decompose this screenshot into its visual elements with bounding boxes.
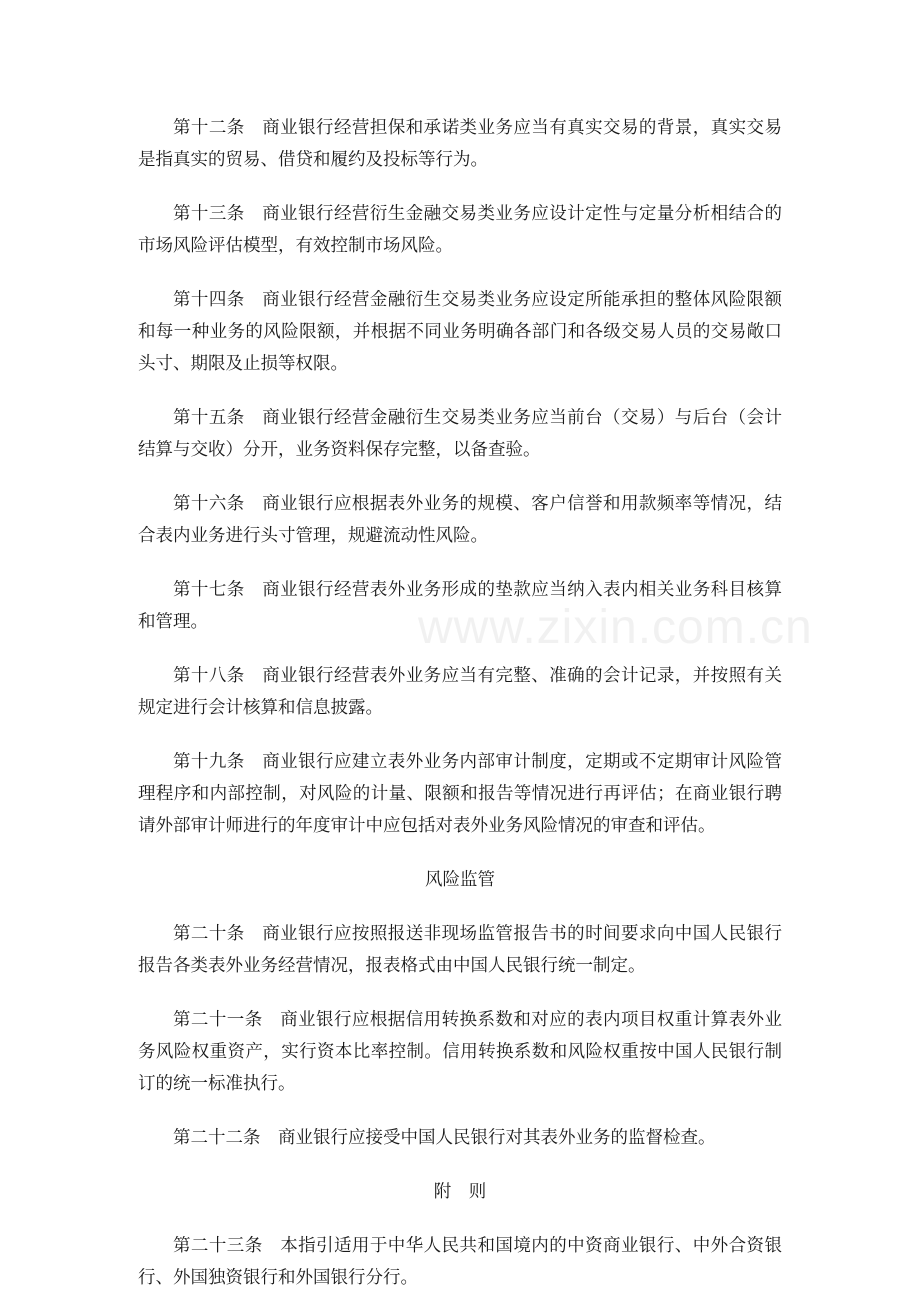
article-paragraph bbox=[138, 402, 782, 466]
article-text: 商业银行经营衍生金融交易类业务应设计定性与定量分析相结合的市场风险评估模型，有效控制市场风险。 bbox=[138, 204, 782, 256]
article-text: 商业银行应根据信用转换系数和对应的表内项目权重计算表外业务风险权重资产，实行资本比率控制。信用转换系数和风险权重按中国人民银行制订的统一标准执行。 bbox=[138, 1010, 782, 1094]
article-number: 第十四条 bbox=[173, 290, 245, 310]
article-number: 第二十条 bbox=[173, 924, 245, 944]
article-paragraph bbox=[138, 918, 782, 982]
section-heading: 风险监管 bbox=[425, 870, 495, 890]
article-paragraph bbox=[138, 746, 782, 842]
article-text: 商业银行经营表外业务形成的垫款应当纳入表内相关业务科目核算和管理。 bbox=[138, 580, 782, 632]
article-paragraph bbox=[138, 198, 782, 262]
article-text: 商业银行经营表外业务应当有完整、准确的会计记录，并按照有关规定进行会计核算和信息披露。 bbox=[138, 666, 782, 718]
article-number: 第二十二条 bbox=[173, 1128, 261, 1148]
article-text: 商业银行经营金融衍生交易类业务应设定所能承担的整体风险限额和每一种业务的风险限额，并根据不同业务明确各部门和各级交易人员的交易敞口头寸、期限及止损等权限。 bbox=[138, 290, 782, 374]
watermark-text: www.zixin.com.cn bbox=[418, 601, 813, 654]
article-paragraph bbox=[138, 112, 782, 176]
article-text: 商业银行应根据表外业务的规模、客户信誉和用款频率等情况，结合表内业务进行头寸管理，规避流动性风险。 bbox=[138, 494, 782, 546]
article-number: 第十二条 bbox=[173, 118, 245, 138]
article-number: 第二十一条 bbox=[173, 1010, 263, 1030]
article-text: 商业银行经营担保和承诺类业务应当有真实交易的背景，真实交易是指真实的贸易、借贷和履约及投标等行为。 bbox=[138, 118, 782, 170]
article-text: 本指引适用于中华人民共和国境内的中资商业银行、中外合资银行、外国独资银行和外国银行分行。 bbox=[138, 1236, 782, 1288]
section-heading: 附 则 bbox=[433, 1182, 487, 1202]
article-number: 第十六条 bbox=[173, 494, 245, 514]
article-text: 商业银行应按照报送非现场监管报告书的时间要求向中国人民银行报告各类表外业务经营情况，报表格式由中国人民银行统一制定。 bbox=[138, 924, 782, 976]
article-number: 第二十三条 bbox=[173, 1236, 263, 1256]
article-number: 第十五条 bbox=[173, 408, 245, 428]
article-paragraph bbox=[138, 284, 782, 380]
document-body bbox=[138, 112, 782, 1302]
article-text: 商业银行应建立表外业务内部审计制度，定期或不定期审计风险管理程序和内部控制，对风险的计量、限额和报告等情况进行再评估；在商业银行聘请外部审计师进行的年度审计中应包括对表外业务风险情况的审查和评估。 bbox=[138, 752, 782, 836]
article-paragraph bbox=[138, 488, 782, 552]
article-paragraph bbox=[138, 660, 782, 724]
article-number: 第十九条 bbox=[173, 752, 245, 772]
article-number: 第十三条 bbox=[173, 204, 245, 224]
article-number: 第十八条 bbox=[173, 666, 245, 686]
article-paragraph bbox=[138, 1122, 782, 1154]
article-number: 第十七条 bbox=[173, 580, 245, 600]
article-text: 商业银行应接受中国人民银行对其表外业务的监督检查。 bbox=[278, 1128, 716, 1148]
article-paragraph bbox=[138, 574, 782, 638]
article-text: 商业银行经营金融衍生交易类业务应当前台（交易）与后台（会计结算与交收）分开，业务资料保存完整，以备查验。 bbox=[138, 408, 782, 460]
article-paragraph bbox=[138, 1004, 782, 1100]
article-paragraph bbox=[138, 1230, 782, 1294]
